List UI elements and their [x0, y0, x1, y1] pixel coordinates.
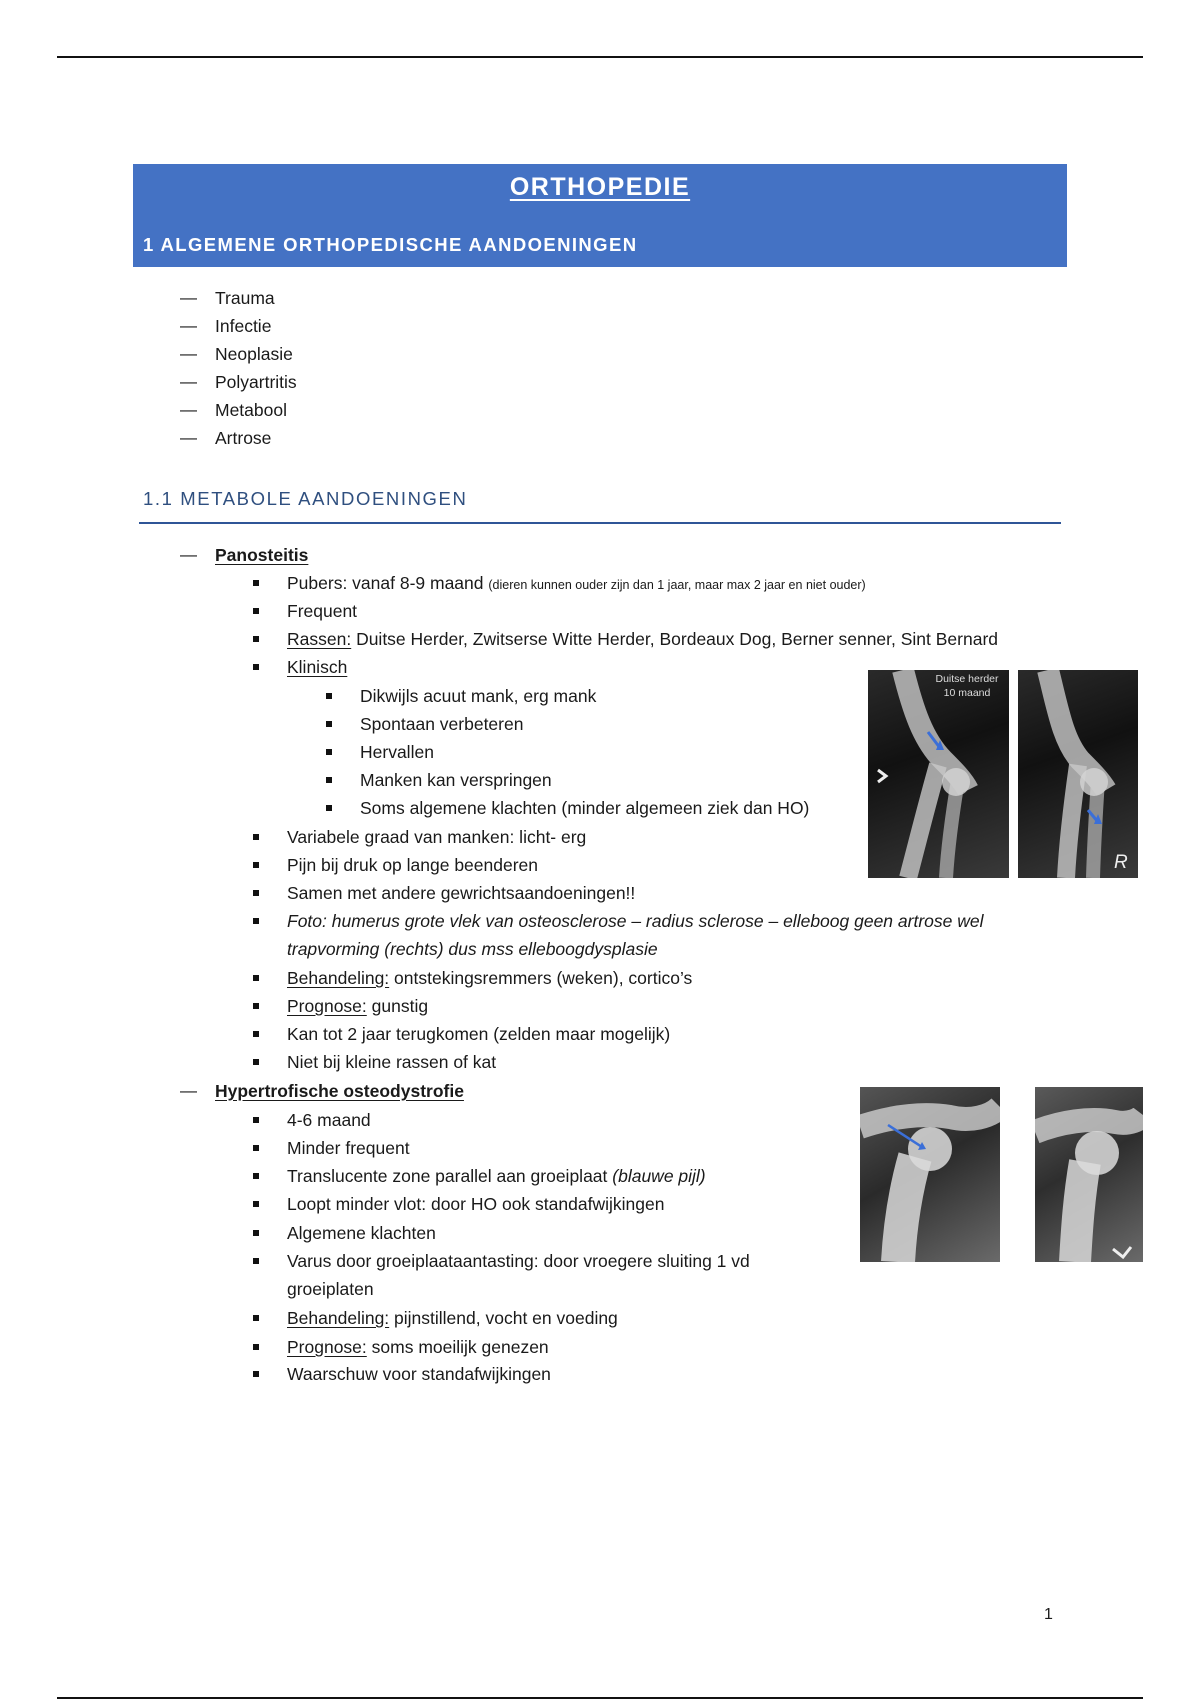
page-number: 1	[1044, 1606, 1053, 1623]
xray-side-marker: R	[1114, 852, 1128, 873]
heading-1: 1 ALGEMENE ORTHOPEDISCHE AANDOENINGEN	[143, 234, 638, 255]
xray-image-ho-right	[1035, 1087, 1143, 1262]
heading-2: 1.1 METABOLE AANDOENINGEN	[143, 488, 468, 509]
xray-image-panosteitis-right	[1018, 670, 1138, 878]
page-top-rule	[57, 56, 1143, 58]
xray-image-ho-left	[860, 1087, 1000, 1262]
xray-image-panosteitis-left	[868, 670, 1009, 878]
page-bottom-rule	[57, 1697, 1143, 1699]
title-banner	[133, 164, 1067, 267]
document-title: ORTHOPEDIE	[509, 173, 691, 201]
heading-2-rule	[139, 522, 1061, 524]
xray-label: Duitse herder 10 maand	[935, 673, 999, 699]
